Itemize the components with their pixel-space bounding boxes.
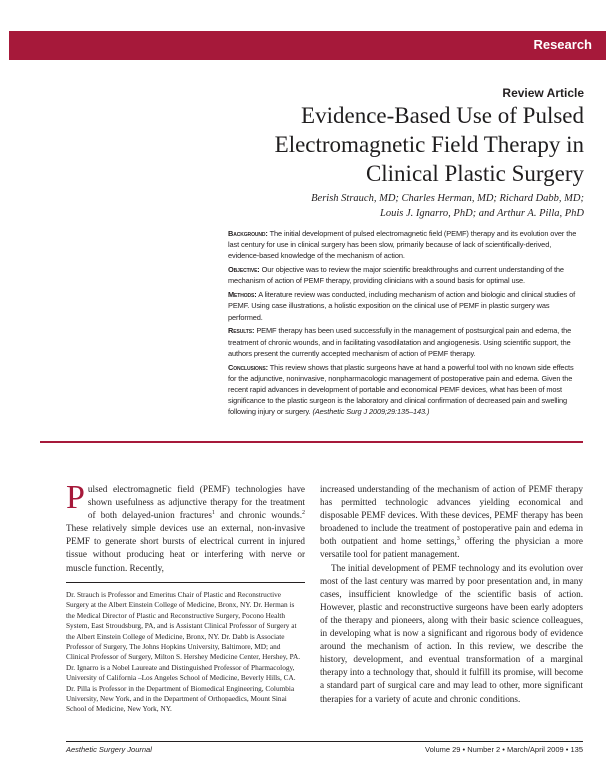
body-paragraph	[320, 483, 583, 562]
abstract-label: Background:	[228, 229, 268, 238]
abstract	[228, 228, 583, 420]
affiliation-divider	[66, 582, 305, 583]
abstract-results	[228, 325, 583, 359]
author-affiliations: Dr. Strauch is Professor and Emeritus Chair of Plastic and Reconstructive Surgery at the Albert Einstein College of Medicine, Bronx, NY. Dr. Herman is the Medical Director of Plastic and Reconstructive Surgery, Pocono Health System, East Stroudsburg, PA, and is Assistant Clinical Professor of Surgery at the Albert Einstein College of Medicine, Bronx, NY. Dr. Dabb is Associate Professor of Surgery, The Johns Hopkins University, Baltimore, MD; and Clinical Professor of Surgery, Milton S. Hershey Medicine Center, Hershey, PA. Dr. Ignarro is a Nobel Laureate and Distinguished Professor of Pharmacology, University of California –Los Angeles School of Medicine, Beverly Hills, CA. Dr. Pilla is Professor in the Department of Biomedical Engineering, Columbia University, New York, and in the Department of Orthopaedics, Mount Sinai School of Medicine, New York, NY.	[66, 590, 301, 714]
article-title	[184, 101, 584, 188]
reference-link[interactable]: 1	[211, 510, 215, 517]
abstract-text: PEMF therapy has been used successfully in the management of postsurgical pain and edema, the treatment of chronic wounds, and in facilitating vasodilatation and angiogenesis. Using scientific support, the authors present the currently accepted mechanism of action of PEMF therapy.	[228, 326, 572, 358]
journal-name: Aesthetic Surgery Journal	[66, 745, 152, 754]
section-label: Research	[533, 37, 592, 52]
reference-link[interactable]: 2	[302, 510, 305, 517]
body-column-right	[320, 483, 583, 706]
reference-link[interactable]: 3	[456, 536, 460, 543]
abstract-text: A literature review was conducted, including mechanism of action and biologic and clinical studies of PEMF. Using case illustrations, a holistic exposition on the clinical use of PEMF in plastic surgery was performed.	[228, 290, 576, 322]
abstract-methods	[228, 289, 583, 323]
abstract-label: Objective:	[228, 265, 260, 275]
drop-cap: P	[66, 479, 85, 516]
body-text: and chronic wounds.	[214, 510, 302, 521]
abstract-label: Methods:	[228, 290, 257, 300]
title-line: Evidence-Based Use of Pulsed	[301, 103, 584, 128]
abstract-label: Conclusions:	[228, 362, 268, 372]
abstract-text: Our objective was to review the major scientific breakthroughs and current understanding of the mechanism of action of PEMF therapy, providing clinicians with a sound basis for optimal use.	[228, 265, 564, 286]
abstract-text: This review shows that plastic surgeons have at hand a powerful tool with no known side effects for the adjunctive, noninvasive, nonpharmacologic management of postoperative pain and edema. Given the recent rapid advances in development of portable and economical PEMF devices, what has been of most significance to the plastic surgeon is the laboratory and clinical confirmation of decreased pain and swelling following injury or surgery.	[228, 362, 574, 417]
body-text: increased understanding of the mechanism of action of PEMF therapy has permitted technologic advances yielding economical and disposable PEMF devices. With these devices, PEMF therapy has been broadened to include the treatment of postoperative pain and edema in both outpatient and home settings,	[320, 484, 583, 547]
author-line: Berish Strauch, MD; Charles Herman, MD; Richard Dabb, MD;	[311, 193, 584, 204]
abstract-label: Results:	[228, 326, 255, 336]
author-line: Louis J. Ignarro, PhD; and Arthur A. Pilla, PhD	[380, 208, 584, 219]
section-divider	[40, 441, 583, 443]
citation: (Aesthetic Surg J 2009;29:135–143.)	[312, 407, 430, 417]
body-paragraph: The initial development of PEMF technology and its evolution over most of the last century was marred by poor presentation and, in many cases, insufficient knowledge of the scientific basis of action. However, plastic and reconstructive surgeons have been early adopters of the therapy and pioneers, along with their basic science colleagues, in developing what is now a significant and rigorous body of evidence around the mechanism of action. In this review, we describe the history, development, and eventual transformation of a marginal therapy into a technology that, should it fulfill its promise, will become a standard part of surgical care and may lead to other, more significant therapies for a variety of acute and chronic conditions.	[320, 562, 583, 704]
abstract-text: The initial development of pulsed electromagnetic field (PEMF) therapy and its evolution over the last century for use in clinical surgery has been slow, primarily because of lack of scientifically-derived, evidence-based knowledge of the mechanism of action.	[228, 229, 577, 261]
body-text: These relatively simple devices use an external, non-invasive PEMF to generate short bursts of electrical current in injured tissue without producing heat or interfering with nerve or muscle function. Recently,	[66, 523, 305, 573]
body-column-left	[66, 479, 305, 575]
issue-info: Volume 29 • Number 2 • March/April 2009 • 135	[425, 745, 583, 754]
abstract-conclusions	[228, 362, 583, 418]
abstract-objective	[228, 264, 583, 286]
body-text: ulsed electromagnetic field (PEMF) technologies have shown usefulness as adjunctive therapy for the treatment of both delayed-union fractures	[87, 484, 305, 521]
abstract-background	[228, 228, 583, 262]
section-banner	[9, 31, 606, 60]
intro-paragraph	[66, 479, 305, 575]
title-line: Electromagnetic Field Therapy in	[274, 132, 584, 157]
article-type: Review Article	[502, 86, 584, 100]
body-text: offering the physician a more versatile tool for patient management.	[320, 536, 583, 560]
author-list	[184, 191, 584, 221]
footer-divider	[66, 741, 583, 742]
title-line: Clinical Plastic Surgery	[365, 161, 584, 186]
